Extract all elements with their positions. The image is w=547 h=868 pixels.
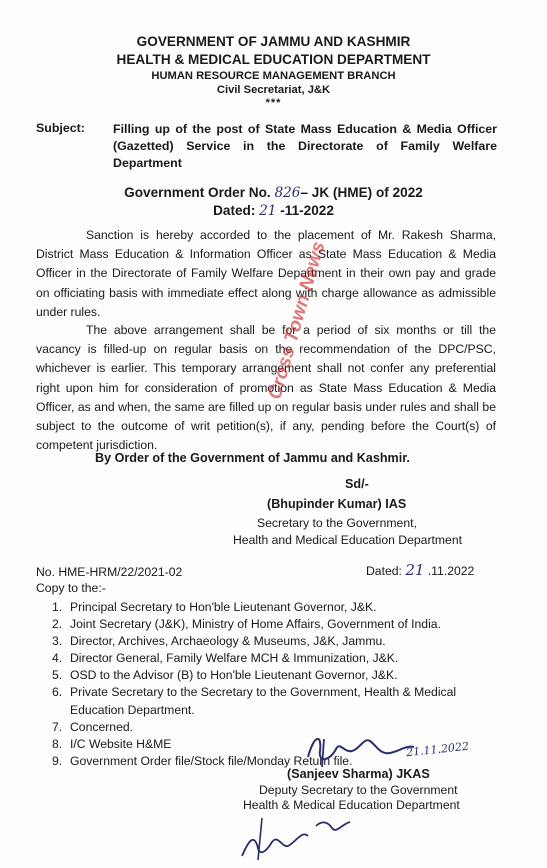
subject-label: Subject:: [36, 121, 85, 135]
list-item-number: 5.: [52, 668, 63, 683]
list-item-number: 6.: [52, 685, 63, 700]
body-paragraph-1: Sanction is hereby accorded to the placement of Mr. Rakesh Sharma, District Mass Education & Information Officer as State Mass Education & Media Officer in the Directorate of Family Welfare Department in their own pay and grade on officiating basis with immediate effect along with charge allowance as admissible under rules.: [36, 228, 496, 319]
list-item-text: I/C Website H&ME: [70, 736, 172, 751]
list-item: [52, 650, 502, 667]
list-item-text: Joint Secretary (J&K), Ministry of Home Affairs, Government of India.: [70, 617, 441, 632]
deputy-signature-image: [300, 727, 420, 771]
list-item: [52, 599, 502, 616]
order-date-line: [0, 203, 547, 219]
order-date-handwritten: 21: [259, 203, 277, 219]
order-number-handwritten: 826: [274, 185, 301, 201]
order-suffix: – JK (HME) of 2022: [300, 185, 423, 200]
endorsement-day-handwritten: 21: [405, 561, 425, 579]
list-item-number: 8.: [52, 736, 63, 751]
list-item-text: Principal Secretary to Hon'ble Lieutenant Governor, J&K.: [70, 600, 377, 614]
list-item-number: 7.: [52, 719, 63, 734]
list-item-number: 2.: [52, 617, 63, 632]
deputy-signature-date: 21.11.2022: [405, 739, 470, 760]
signed-marker: Sd/-: [345, 477, 369, 491]
body-paragraph-2: The above arrangement shall be for a period of six months or till the vacancy is filled-up on regular basis on the recommendation of the DPC/PSC, whichever is earlier. This temporary arrangement shall not confer any preferential right upon him for consideration of promotion as State Mass Education & Media Officer, as and when, the same are filled up on regular basis under rules and shall be subject to the outcome of writ petition(s), if any, pending before the Court(s) of competent jurisdiction.: [36, 323, 496, 453]
list-item-text: OSD to the Advisor (B) to Hon'ble Lieutenant Governor, J&K.: [70, 668, 398, 683]
list-item-number: 1.: [52, 600, 63, 614]
list-item-text: Private Secretary to the Secretary to the Government, Health & Medical Education Department.: [70, 685, 457, 717]
endorsement-dated-label: Dated:: [366, 564, 402, 578]
signatory-department: Health and Medical Education Department: [233, 533, 462, 547]
copy-to-label: Copy to the:-: [36, 581, 106, 595]
header-secretariat: Civil Secretariat, J&K: [216, 84, 331, 96]
list-item-number: 3.: [52, 634, 63, 649]
list-item: [52, 616, 502, 633]
list-item: [52, 633, 502, 650]
order-dated-label: Dated:: [213, 203, 256, 218]
deputy-department: Health & Medical Education Department: [243, 798, 460, 812]
order-date-suffix: -11-2022: [280, 203, 334, 218]
list-item-text: Director General, Family Welfare MCH & Immunization, J&K.: [70, 651, 399, 666]
header-government: GOVERNMENT OF JAMMU AND KASHMIR: [136, 34, 411, 49]
list-item-text: Government Order file/Stock file/Monday Return file.: [70, 753, 353, 768]
list-item: [52, 667, 502, 684]
order-prefix: Government Order No.: [124, 185, 271, 200]
list-item-text: Director, Archives, Archaeology & Museums, J&K, Jammu.: [70, 634, 386, 649]
by-order-line: By Order of the Government of Jammu and Kashmir.: [95, 451, 410, 465]
initials-signature-image: [232, 812, 362, 864]
endorsement-dated-suffix: .11.2022: [427, 564, 475, 578]
subject-text: Filling up of the post of State Mass Education & Media Officer (Gazetted) Service in the Directorate of Family Welfare Department: [113, 122, 497, 170]
header-branch: HUMAN RESOURCE MANAGEMENT BRANCH: [151, 70, 396, 82]
order-number-line: [0, 185, 547, 201]
list-item-text: Concerned.: [70, 719, 134, 734]
list-item: [52, 684, 502, 718]
endorsement-date: [366, 561, 474, 579]
file-number: No. HME-HRM/22/2021-02: [36, 565, 183, 579]
header-department: HEALTH & MEDICAL EDUCATION DEPARTMENT: [116, 52, 431, 67]
list-item-number: 4.: [52, 651, 63, 666]
deputy-designation: Deputy Secretary to the Government: [259, 783, 458, 797]
list-item: [52, 719, 502, 736]
header-separator: ***: [265, 97, 282, 109]
deputy-name: (Sanjeev Sharma) JKAS: [287, 767, 430, 781]
list-item-number: 9.: [52, 753, 63, 768]
signatory-designation: Secretary to the Government,: [257, 516, 417, 530]
signatory-name: (Bhupinder Kumar) IAS: [267, 497, 407, 511]
watermark-text: Cross Town News: [264, 239, 330, 402]
